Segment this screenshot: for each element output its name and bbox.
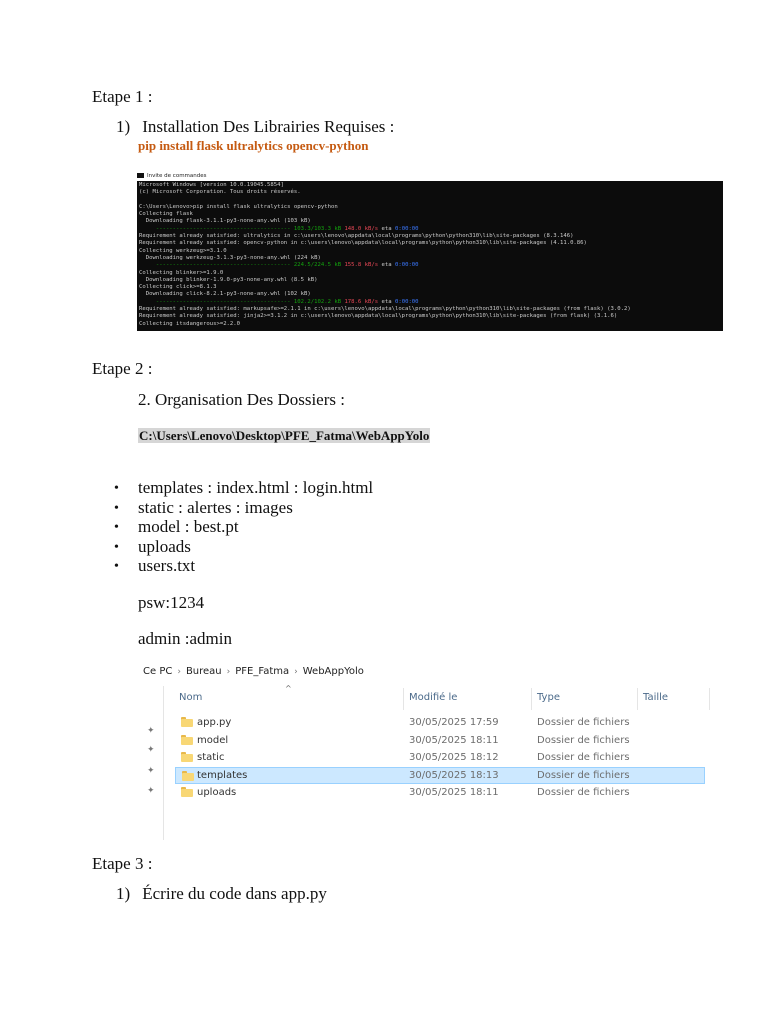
- terminal-title: Invite de commandes: [147, 173, 207, 179]
- terminal-line: Collecting blinker>=1.9.0: [139, 269, 224, 276]
- file-row[interactable]: [175, 714, 705, 731]
- file-type: Dossier de fichiers: [537, 770, 630, 781]
- item-label: Installation Des Librairies Requises :: [142, 117, 395, 136]
- column-header-modified[interactable]: Modifié le: [409, 692, 458, 703]
- terminal-line: Requirement already satisfied: opencv-python in c:\users\lenovo\appdata\local\programs\python\python310\lib\site-packages (4.11.0.86): [139, 240, 587, 247]
- step-3-heading: Etape 3 :: [92, 854, 153, 873]
- progress-bar-text: ---------------------------------------- 102.2/102.2 kB: [139, 298, 345, 305]
- pin-icon[interactable]: ✦: [147, 766, 155, 776]
- column-header-type[interactable]: Type: [537, 692, 560, 703]
- terminal-line: Downloading click-8.2.1-py3-none-any.whl (102 kB): [139, 291, 311, 298]
- file-row[interactable]: [175, 784, 705, 801]
- file-explorer: [137, 660, 723, 840]
- column-header-size[interactable]: Taille: [643, 692, 669, 703]
- step-2-subheading: 2. Organisation Des Dossiers :: [138, 390, 345, 409]
- column-divider[interactable]: [709, 688, 710, 710]
- step-1-heading: Etape 1 :: [92, 87, 153, 106]
- folder-icon: [182, 771, 194, 781]
- column-divider[interactable]: [637, 688, 638, 710]
- file-modified: 30/05/2025 18:13: [409, 770, 499, 781]
- download-speed: 155.8 kB/s: [344, 262, 382, 269]
- terminal-line: Collecting werkzeug>=3.1.0: [139, 247, 227, 254]
- file-modified: 30/05/2025 17:59: [409, 717, 499, 728]
- terminal-line: Downloading flask-3.1.1-py3-none-any.whl (103 kB): [139, 218, 311, 225]
- progress-bar-text: ---------------------------------------- 103.3/103.3 kB: [139, 225, 345, 232]
- nav-pane-divider: [163, 686, 164, 840]
- folder-icon: [181, 787, 193, 797]
- terminal-title-bar: [137, 171, 723, 181]
- terminal-line: Downloading blinker-1.9.0-py3-none-any.whl (8.5 kB): [139, 276, 318, 283]
- item-label: Écrire du code dans app.py: [142, 884, 327, 903]
- file-type: Dossier de fichiers: [537, 735, 630, 746]
- file-row[interactable]: [175, 732, 705, 749]
- sort-ascending-icon: ^: [285, 684, 292, 693]
- download-speed: 178.6 kB/s: [344, 298, 382, 305]
- pin-icon[interactable]: ✦: [147, 726, 155, 736]
- terminal-line: Collecting flask: [139, 211, 193, 218]
- file-modified: 30/05/2025 18:11: [409, 787, 499, 798]
- file-name: app.py: [197, 717, 232, 728]
- chevron-right-icon: ›: [294, 667, 298, 677]
- chevron-right-icon: ›: [226, 667, 231, 677]
- column-divider[interactable]: [531, 688, 532, 710]
- column-divider[interactable]: [403, 688, 404, 710]
- terminal-line: Requirement already satisfied: ultralytics in c:\users\lenovo\appdata\local\programs\python\python310\lib\site-packages (8.3.146): [139, 233, 574, 240]
- file-row-selected[interactable]: [175, 767, 705, 784]
- pin-icon[interactable]: ✦: [147, 745, 155, 755]
- terminal-line: C:\Users\Lenovo>pip install flask ultralytics opencv-python: [139, 203, 338, 210]
- terminal-line: [139, 299, 721, 306]
- file-modified: 30/05/2025 18:12: [409, 752, 499, 763]
- step-1-item: [116, 117, 394, 137]
- terminal-line: [139, 262, 721, 269]
- file-name: uploads: [197, 787, 237, 798]
- cmd-icon: [137, 173, 144, 178]
- folder-icon: [181, 717, 193, 727]
- terminal-line: [139, 226, 721, 233]
- item-number: 1): [116, 884, 131, 903]
- breadcrumb-item[interactable]: PFE_Fatma: [235, 666, 290, 677]
- terminal-window: [137, 181, 723, 331]
- password-text: psw:1234: [138, 593, 205, 612]
- eta-value: 0:00:00: [394, 262, 419, 269]
- chevron-right-icon: ›: [177, 667, 181, 677]
- folder-path: C:\Users\Lenovo\Desktop\PFE_Fatma\WebAppYolo: [139, 428, 430, 443]
- eta-label: eta: [381, 262, 395, 269]
- admin-credentials: admin :admin: [138, 629, 232, 648]
- eta-label: eta: [381, 298, 395, 305]
- terminal-line: Collecting itsdangerous>=2.2.0: [139, 320, 241, 327]
- folder-list: [138, 478, 373, 576]
- terminal-line: (c) Microsoft Corporation. Tous droits réservés.: [139, 189, 301, 196]
- terminal-line: Collecting click>=8.1.3: [139, 284, 217, 291]
- terminal-line: Requirement already satisfied: jinja2>=3.1.2 in c:\users\lenovo\appdata\local\programs\python\python310\lib\site-packages (from flask) (3.1.6): [139, 313, 618, 320]
- breadcrumb: [143, 666, 364, 677]
- file-type: Dossier de fichiers: [537, 752, 630, 763]
- step-2-heading: Etape 2 :: [92, 359, 153, 378]
- file-row[interactable]: [175, 749, 705, 766]
- terminal-line: [139, 197, 721, 204]
- pin-icon[interactable]: ✦: [147, 786, 155, 796]
- file-name: templates: [197, 770, 248, 781]
- terminal-line: Requirement already satisfied: markupsafe>=2.1.1 in c:\users\lenovo\appdata\local\programs\python\python310\lib\site-packages (from flask) (3.0.2): [139, 306, 631, 313]
- terminal-line: Downloading werkzeug-3.1.3-py3-none-any.whl (224 kB): [139, 254, 321, 261]
- list-item: • model : best.pt: [138, 517, 373, 537]
- file-type: Dossier de fichiers: [537, 787, 630, 798]
- eta-label: eta: [381, 225, 395, 232]
- folder-icon: [181, 752, 193, 762]
- file-modified: 30/05/2025 18:11: [409, 735, 499, 746]
- eta-value: 0:00:00: [394, 298, 419, 305]
- breadcrumb-item[interactable]: WebAppYolo: [302, 666, 364, 677]
- list-item: • uploads: [138, 537, 373, 557]
- folder-icon: [181, 735, 193, 745]
- download-speed: 148.0 kB/s: [344, 225, 382, 232]
- file-name: model: [197, 735, 229, 746]
- list-item: • users.txt: [138, 556, 373, 576]
- step-3-item: [116, 884, 327, 904]
- breadcrumb-item[interactable]: Bureau: [185, 666, 222, 677]
- list-item: • templates : index.html : login.html: [138, 478, 373, 498]
- breadcrumb-item[interactable]: Ce PC: [143, 666, 173, 677]
- item-number: 1): [116, 117, 131, 136]
- terminal-line: Microsoft Windows [version 10.0.19045.5854]: [139, 182, 284, 188]
- eta-value: 0:00:00: [394, 225, 419, 232]
- progress-bar-text: ---------------------------------------- 224.5/224.5 kB: [139, 262, 345, 269]
- file-type: Dossier de fichiers: [537, 717, 630, 728]
- file-name: static: [197, 752, 225, 763]
- list-item: • static : alertes : images: [138, 498, 373, 518]
- install-command: pip install flask ultralytics opencv-python: [138, 138, 369, 153]
- column-header-name[interactable]: Nom: [179, 692, 203, 703]
